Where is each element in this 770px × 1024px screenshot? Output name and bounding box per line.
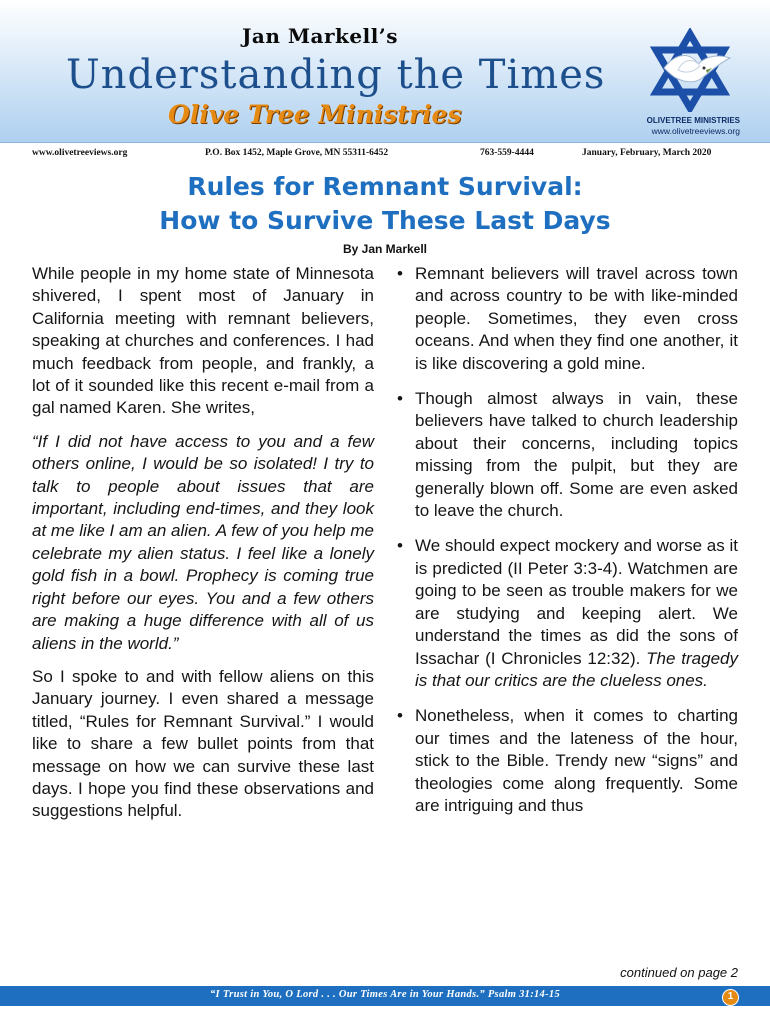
- bullet-text: Though almost always in vain, these believers have talked to church leadership about their concerns, including topics missing from the pulpit, but they are generally blown off. Some are even asked to leave the church.: [415, 389, 738, 521]
- bullet-item: [396, 535, 738, 692]
- bullet-item: [396, 388, 738, 522]
- bullet-item: [396, 263, 738, 375]
- left-column: [32, 263, 374, 834]
- page-number-badge: 1: [722, 989, 739, 1006]
- issue-info-bar: [0, 142, 770, 162]
- dove-star-logo-icon: [644, 28, 736, 112]
- newsletter-title: Understanding the Times: [66, 52, 606, 98]
- ministry-name: Olive Tree Ministries: [168, 100, 462, 129]
- bullet-dot-icon: •: [397, 389, 403, 409]
- footer-verse: “I Trust in You, O Lord . . . Our Times Are in Your Hands.” Psalm 31:14-15: [210, 989, 560, 1000]
- bullet-text: We should expect mockery and worse as it is predicted (II Peter 3:3-4). Watchmen are going to be seen as trouble makers for we are studying and keeping alert. We understand the times as did the sons of Issachar (I Chronicles 12:32).: [415, 536, 738, 668]
- masthead-author: Jan Markell’s: [241, 24, 399, 48]
- article-byline: By Jan Markell: [342, 242, 428, 256]
- logo-ministry-name: OLIVETREE MINISTRIES: [646, 116, 740, 125]
- intro-paragraph: While people in my home state of Minnesota shivered, I spent most of January in California meeting with remnant believers, speaking at churches and conferences. I had much feedback from people, and frankly, a lot of it sounded like this recent e-mail from a gal named Karen. She writes,: [32, 264, 374, 418]
- bullet-text: Remnant believers will travel across town and across country to be with like-minded people. Sometimes, they even cross oceans. And when they find one another, it is like discovering a gold mine.: [415, 264, 738, 373]
- bullet-item: [396, 705, 738, 817]
- bullet-dot-icon: •: [397, 264, 403, 283]
- article-title-line-2: How to Survive These Last Days: [159, 206, 611, 235]
- phone-number: 763-559-4444: [480, 148, 534, 158]
- continued-note: continued on page 2: [620, 965, 738, 980]
- logo-caption: [628, 116, 740, 136]
- bullet-dot-icon: •: [397, 706, 403, 726]
- mailing-address: P.O. Box 1452, Maple Grove, MN 55311-6452: [205, 148, 389, 158]
- masthead: [0, 0, 770, 142]
- closing-paragraph: So I spoke to and with fellow aliens on this January journey. I even shared a message titled, “Rules for Remnant Survival.” I would like to share a few bullet points from that message on how we can survive these last days. I hope you find these observations and suggestions helpful.: [32, 666, 374, 821]
- article-title-line-1: Rules for Remnant Survival:: [187, 172, 583, 201]
- bullet-emphasis: The tragedy is that our critics are the clueless ones.: [415, 648, 738, 690]
- logo-url: www.olivetreeviews.org: [651, 126, 740, 136]
- bullet-dot-icon: •: [397, 536, 403, 556]
- website-link[interactable]: www.olivetreeviews.org: [32, 148, 128, 158]
- issue-date: January, February, March 2020: [582, 148, 712, 158]
- bullet-text: Nonetheless, when it comes to charting our times and the lateness of the hour, stick to the Bible. Trendy new “signs” and theologies come along frequently. Some are intriguing and thus: [415, 706, 738, 815]
- right-column: [396, 263, 738, 830]
- quoted-email: “If I did not have access to you and a few others online, I would be so isolated! I try to talk to people about issues that are important, including end-times, and they look at me like I am an alien. A few of you help me celebrate my alien status. I feel like a lonely gold fish in a bowl. Prophecy is coming true right before our eyes. You and a few others are making a huge difference with all of us aliens in the world.”: [32, 431, 374, 653]
- footer-bar: [0, 986, 770, 1006]
